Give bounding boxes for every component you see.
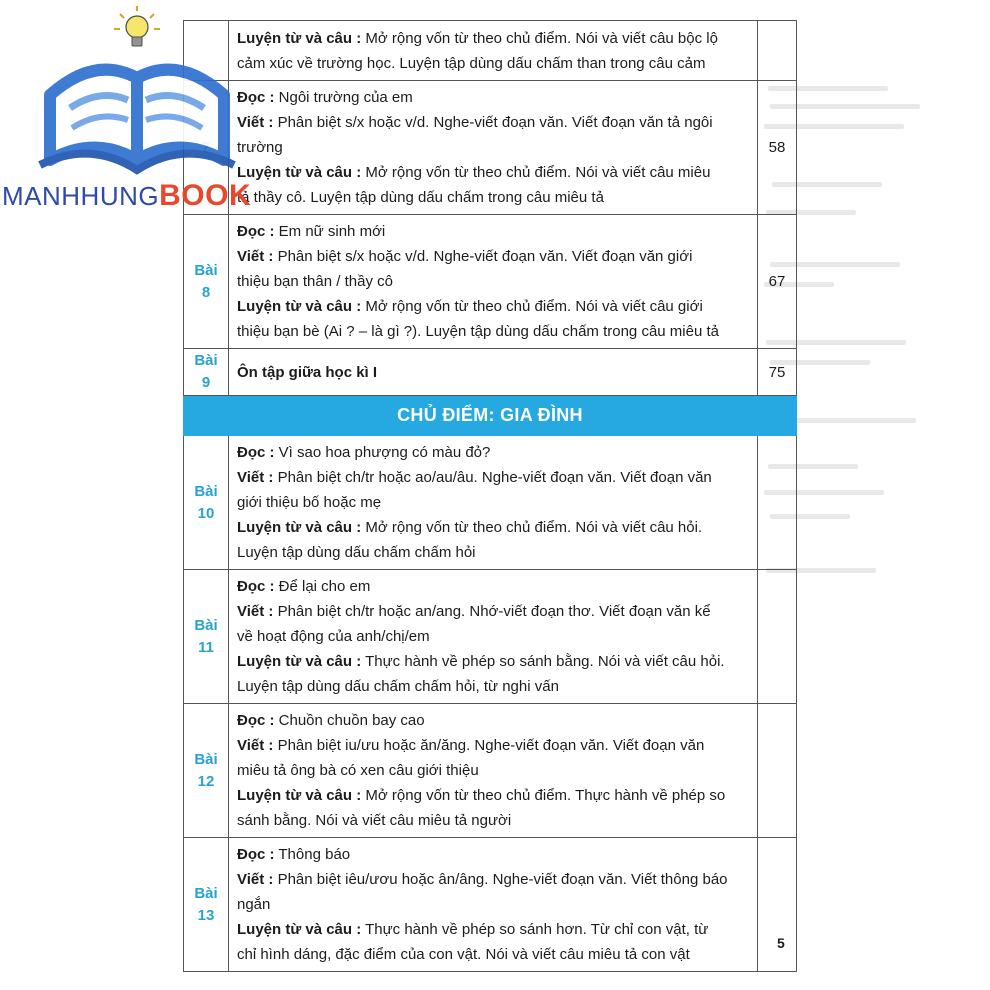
content-line — [237, 26, 749, 51]
activity-text: Thông báo — [274, 846, 351, 863]
lesson-label: Bài — [194, 261, 218, 279]
page-ref-cell — [758, 704, 797, 838]
lesson-number: 13 — [197, 906, 215, 924]
lesson-label: Bài — [194, 750, 218, 768]
activity-text: Vì sao hoa phượng có màu đỏ? — [274, 444, 491, 461]
activity-text: giới thiệu bố hoặc mẹ — [237, 494, 382, 511]
activity-text: Phân biệt ch/tr hoặc ao/au/âu. Nghe-viết đoạn văn. Viết đoạn văn — [273, 469, 712, 486]
activity-text: Em nữ sinh mới — [274, 223, 386, 240]
activity-text: Ngôi trường của em — [274, 89, 413, 106]
content-line — [237, 319, 749, 344]
activity-label: Viết : — [237, 871, 274, 888]
brand-text-accent: BOOK — [159, 179, 252, 212]
activity-text: trường — [237, 139, 283, 156]
content-line — [237, 942, 749, 967]
topic-banner-row — [184, 396, 797, 436]
activity-label: Đọc : — [237, 846, 275, 863]
content-line — [237, 917, 749, 942]
table-row — [184, 704, 797, 838]
content-line — [237, 160, 749, 185]
content-line — [237, 135, 749, 160]
activity-text: Chuồn chuồn bay cao — [274, 712, 425, 729]
activity-label: Luyện từ và câu : — [237, 519, 362, 536]
page-ref-cell — [758, 349, 797, 396]
page-ref-cell — [758, 81, 797, 215]
lesson-label: Bài — [194, 482, 218, 500]
page-ref-cell — [758, 215, 797, 349]
content-line — [237, 490, 749, 515]
activity-text: Thực hành về phép so sánh hơn. Từ chỉ con vật, từ — [361, 921, 709, 938]
content-line — [237, 110, 749, 135]
table-row — [184, 838, 797, 972]
activity-text: thiệu bạn bè (Ai ? – là gì ?). Luyện tập dùng dấu chấm trong câu miêu tả — [237, 323, 719, 340]
activity-label: Đọc : — [237, 89, 275, 106]
watermark-logo — [0, 0, 300, 215]
lesson-content-cell — [229, 436, 758, 570]
content-line — [237, 867, 749, 892]
content-line — [237, 624, 749, 649]
activity-label: Luyện từ và câu : — [237, 787, 362, 804]
activity-text: Phân biệt iêu/ươu hoặc ân/âng. Nghe-viết đoạn văn. Viết thông báo — [273, 871, 728, 888]
content-line — [237, 892, 749, 917]
activity-label: Luyện từ và câu : — [237, 653, 362, 670]
activity-text: sánh bằng. Nói và viết câu miêu tả người — [237, 812, 512, 829]
activity-label: Đọc : — [237, 223, 275, 240]
lesson-label: Bài — [194, 616, 218, 634]
content-line — [237, 465, 749, 490]
page-ref: 67 — [768, 273, 786, 290]
page-ref: 75 — [768, 363, 786, 381]
activity-text: cảm xúc về trường học. Luyện tập dùng dấu chấm than trong câu cảm — [237, 54, 706, 72]
content-line — [237, 219, 749, 244]
activity-label: Luyện từ và câu : — [237, 29, 362, 47]
activity-label: Đọc : — [237, 578, 275, 595]
page-ref-cell — [758, 21, 797, 81]
content-line — [237, 294, 749, 319]
lesson-number: 12 — [197, 772, 215, 790]
activity-text: Phân biệt ch/tr hoặc an/ang. Nhớ-viết đoạn thơ. Viết đoạn văn kể — [273, 603, 711, 620]
activity-text: Luyện tập dùng dấu chấm chấm hỏi, từ nghi vấn — [237, 678, 559, 695]
activity-text: ngắn — [237, 896, 271, 913]
activity-text: tả thầy cô. Luyện tập dùng dấu chấm trong câu miêu tả — [237, 189, 604, 206]
content-line — [237, 85, 749, 110]
lesson-content-cell — [229, 21, 758, 81]
activity-label: Viết : — [237, 603, 274, 620]
table-row — [184, 215, 797, 349]
activity-label: Viết : — [237, 114, 274, 131]
activity-text: Mở rộng vốn từ theo chủ điểm. Thực hành về phép so — [361, 787, 726, 804]
lesson-content-cell — [229, 349, 758, 396]
lesson-label: Bài — [194, 352, 218, 369]
activity-text: thiệu bạn thân / thầy cô — [237, 273, 393, 290]
lesson-number-cell — [184, 215, 229, 349]
review-title: Ôn tập giữa học kì I — [237, 363, 378, 381]
activity-text: Mở rộng vốn từ theo chủ điểm. Nói và viết câu giới — [361, 298, 703, 315]
activity-text: Phân biệt s/x hoặc v/d. Nghe-viết đoạn văn. Viết đoạn văn giới — [273, 248, 693, 265]
content-line — [237, 51, 749, 76]
lesson-label: Bài — [194, 884, 218, 902]
brand-text-main: MANHHUNG — [2, 181, 160, 211]
activity-label: Luyện từ và câu : — [237, 921, 362, 938]
table-row — [184, 349, 797, 396]
activity-label: Viết : — [237, 248, 274, 265]
content-line — [237, 574, 749, 599]
page-ref-cell — [758, 570, 797, 704]
lesson-content-cell — [229, 838, 758, 972]
page-ref-cell — [758, 436, 797, 570]
content-line — [237, 783, 749, 808]
lesson-number-cell — [184, 436, 229, 570]
activity-text: Mở rộng vốn từ theo chủ điểm. Nói và viết câu miêu — [361, 164, 711, 181]
content-line — [237, 269, 749, 294]
activity-text: Phân biệt s/x hoặc v/d. Nghe-viết đoạn văn. Viết đoạn văn tả ngôi — [273, 114, 713, 131]
content-line — [237, 244, 749, 269]
lesson-number: 9 — [201, 374, 211, 391]
activity-text: miêu tả ông bà có xen câu giới thiệu — [237, 762, 479, 779]
content-line — [237, 540, 749, 565]
content-line — [237, 515, 749, 540]
content-line — [237, 649, 749, 674]
content-line — [237, 674, 749, 699]
content-line — [237, 808, 749, 833]
activity-text: Luyện tập dùng dấu chấm chấm hỏi — [237, 544, 476, 561]
content-line — [237, 758, 749, 783]
content-line — [237, 440, 749, 465]
lesson-number-cell — [184, 838, 229, 972]
activity-text: chỉ hình dáng, đặc điểm của con vật. Nói và viết câu miêu tả con vật — [237, 946, 690, 963]
activity-label: Viết : — [237, 737, 274, 754]
content-line — [237, 733, 749, 758]
page-number: 5 — [777, 935, 785, 951]
lesson-number: 10 — [197, 504, 215, 522]
activity-label: Viết : — [237, 469, 274, 486]
brand-wordmark — [2, 179, 251, 213]
content-line — [237, 708, 749, 733]
lesson-number-cell — [184, 704, 229, 838]
lesson-number-cell — [184, 349, 229, 396]
topic-banner: CHỦ ĐIỂM: GIA ĐÌNH — [184, 396, 797, 436]
content-line — [237, 842, 749, 867]
lesson-number: 11 — [198, 638, 214, 656]
activity-label: Đọc : — [237, 712, 275, 729]
activity-label: Luyện từ và câu : — [237, 298, 362, 315]
activity-label: Đọc : — [237, 444, 275, 461]
activity-text: Mở rộng vốn từ theo chủ điểm. Nói và viết câu bộc lộ — [361, 29, 718, 47]
activity-label: Luyện từ và câu : — [237, 164, 362, 181]
lesson-number-cell — [184, 570, 229, 704]
activity-text: Mở rộng vốn từ theo chủ điểm. Nói và viết câu hỏi. — [361, 519, 703, 536]
lesson-content-cell — [229, 215, 758, 349]
page-ref: 58 — [768, 139, 786, 156]
activity-text: về hoạt động của anh/chị/em — [237, 628, 430, 645]
content-line — [237, 599, 749, 624]
lesson-content-cell — [229, 81, 758, 215]
page-ref-cell — [758, 838, 797, 972]
activity-text: Phân biệt iu/ưu hoặc ăn/ăng. Nghe-viết đoạn văn. Viết đoạn văn — [273, 737, 705, 754]
table-row — [184, 570, 797, 704]
lesson-content-cell — [229, 570, 758, 704]
activity-text: Thực hành về phép so sánh bằng. Nói và viết câu hỏi. — [361, 653, 725, 670]
activity-text: Để lại cho em — [274, 578, 371, 595]
lesson-content-cell — [229, 704, 758, 838]
content-line — [237, 185, 749, 210]
table-row — [184, 436, 797, 570]
lesson-number: 8 — [201, 283, 211, 301]
